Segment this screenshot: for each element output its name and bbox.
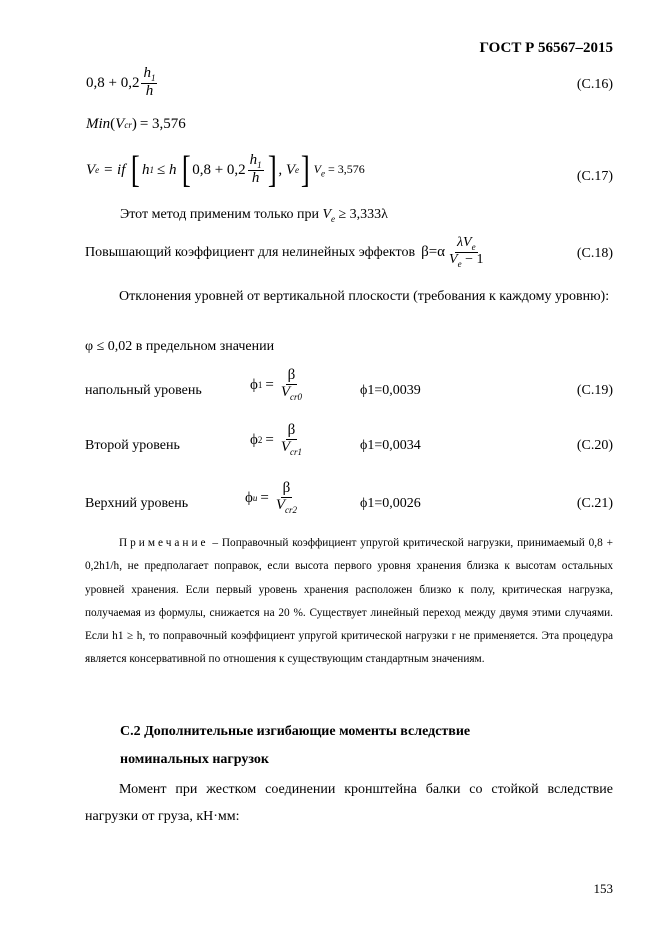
level-second-phi-sub: 2 <box>257 435 263 446</box>
phi-limit: φ ≤ 0,02 в предельном значении <box>85 339 275 354</box>
eq-c16-fraction <box>141 66 157 100</box>
eq-c17-cond-op: ≤ h <box>157 161 177 178</box>
level-floor-fraction <box>279 368 304 402</box>
eq-c17-cond-a-sub: 1 <box>149 165 155 175</box>
eq-c18-den-sub: e <box>457 259 462 270</box>
equation-number-c19: (С.19) <box>576 383 613 398</box>
document-header: ГОСТ Р 56567–2015 <box>479 40 613 56</box>
eq-c17-tail-sub: e <box>320 168 325 179</box>
level-floor-num: β <box>287 367 296 383</box>
level-top-num: β <box>282 480 291 496</box>
section-title-line1: С.2 Дополнительные изгибающие моменты вследствие <box>120 724 471 739</box>
level-top-fraction <box>274 481 299 515</box>
eq-c17-lhs-sub: e <box>95 165 100 175</box>
eq-c17-inner-lead: 0,8 + 0,2 <box>192 161 246 178</box>
level-floor-den: V <box>280 383 291 400</box>
eq-c18-num-sub: e <box>471 241 476 252</box>
level-formula-top: ϕ u = $\frac{\beta}{V_{cr2}}$ <box>245 480 298 515</box>
level-floor-den-sub: cr0 <box>290 391 303 402</box>
equation-number-c20: (С.20) <box>576 438 613 453</box>
eq-c17-tail: V <box>313 161 321 176</box>
method-note <box>120 207 388 224</box>
note-block <box>85 532 613 672</box>
eq-c17-lhs: V <box>86 161 96 178</box>
eq-c17-frac-num: h <box>249 151 258 168</box>
min-func: Min <box>86 116 111 132</box>
eq-c17-cond-a: h <box>142 161 150 178</box>
min-arg: V <box>115 116 125 132</box>
equation-number-c18: (С.18) <box>576 246 613 261</box>
eq-c16-num: h <box>143 65 151 81</box>
level-second-den: V <box>280 438 291 455</box>
equation-c16 <box>86 66 159 100</box>
min-rhs: = 3,576 <box>139 116 186 132</box>
level-value-floor: ϕ1=0,0039 <box>360 383 421 398</box>
level-top-phi: ϕ <box>245 489 253 506</box>
level-second-num: β <box>287 422 296 438</box>
level-value-second: ϕ1=0,0034 <box>360 438 421 453</box>
level-label-floor: напольный уровень <box>85 383 202 398</box>
level-second-fraction <box>279 423 304 457</box>
method-note-before: Этот метод применим только при <box>120 207 323 222</box>
equation-c17: V e = if [ h 1 ≤ h [ 0,8 + 0,2 $\frac{h_1}{h}$ ] , V e ] $V_e = 3,576$ <box>86 149 365 191</box>
level-label-top: Верхний уровень <box>85 496 189 511</box>
equation-number-c17: (С.17) <box>576 169 613 184</box>
level-formula-second: ϕ 2 = $\frac{\beta}{V_{cr1}}$ <box>250 422 303 457</box>
moment-paragraph: Момент при жестком соединении кронштейна балки со стойкой вследствие нагрузки от груза, кН·мм: <box>85 782 613 824</box>
eq-c16-lead: 0,8 + 0,2 <box>86 74 140 91</box>
deviation-paragraph: Отклонения уровней от вертикальной плоскости (требования к каждому уровню): <box>119 289 610 304</box>
eq-c18-lhs: β=α <box>421 244 446 261</box>
level-floor-phi-sub: 1 <box>257 380 263 391</box>
eq-c18-text: Повышающий коэффициент для нелинейных эффектов <box>85 244 416 260</box>
eq-c17-if: = if <box>103 161 126 178</box>
note-text: – Поправочный коэффициент упругой критической нагрузки, принимаемый 0,8 + 0,2h1/h, не предполагает поправок, если высота первого уровня хранения близка к высотам остальных уровней хранения. Если первый уровень хранения расположен близко к полу, критическая нагрузка, получаемая из формулы, снижается на 20 %. Существует линейный переход между двумя этими случаями. Если h1 ≥ h, то поправочный коэффициент упругой критической нагрузки r не применяется. Эта процедура является консервативной по отношения к существующим стандартным значениям. <box>85 537 613 666</box>
eq-c16-den: h <box>145 83 154 100</box>
eq-c17-result: = 3,576 <box>327 161 365 176</box>
level-top-den-sub: cr2 <box>285 504 298 515</box>
note-label: Примечание <box>119 537 209 549</box>
equation-c18 <box>85 236 488 269</box>
level-formula-floor: ϕ 1 = $\frac{\beta}{V_{cr0}}$ <box>250 367 303 402</box>
min-arg-sub: cr <box>124 119 132 130</box>
eq-c18-den: V <box>449 252 458 268</box>
equation-number-c21: (С.21) <box>576 496 613 511</box>
level-label-second: Второй уровень <box>85 438 180 453</box>
method-note-var: V <box>322 207 331 222</box>
level-second-den-sub: cr1 <box>290 446 303 457</box>
level-floor-phi: ϕ <box>250 376 258 393</box>
eq-c17-after-sub: e <box>294 165 299 175</box>
eq-c17-frac-den: h <box>251 170 260 187</box>
eq-c18-fraction <box>447 236 485 269</box>
method-note-var-sub: e <box>331 213 335 224</box>
equation-number-c16: (С.16) <box>576 77 613 92</box>
level-value-top: ϕ1=0,0026 <box>360 496 421 511</box>
level-second-phi: ϕ <box>250 431 258 448</box>
eq-c17-frac-num-sub: 1 <box>257 159 262 170</box>
level-top-den: V <box>275 496 286 513</box>
level-top-phi-sub: u <box>252 493 258 504</box>
section-title-line2: номинальных нагрузок <box>120 752 269 767</box>
method-note-after: ≥ 3,333λ <box>335 207 388 222</box>
eq-c16-num-sub: 1 <box>150 73 156 83</box>
page-number: 153 <box>593 881 613 896</box>
eq-c17-fraction <box>248 153 264 187</box>
eq-c18-den-tail: − 1 <box>461 252 484 268</box>
eq-c17-after: , V <box>278 161 295 178</box>
min-line: Min ( V cr ) = 3,576 <box>86 116 186 132</box>
eq-c18-num: λV <box>456 235 472 250</box>
